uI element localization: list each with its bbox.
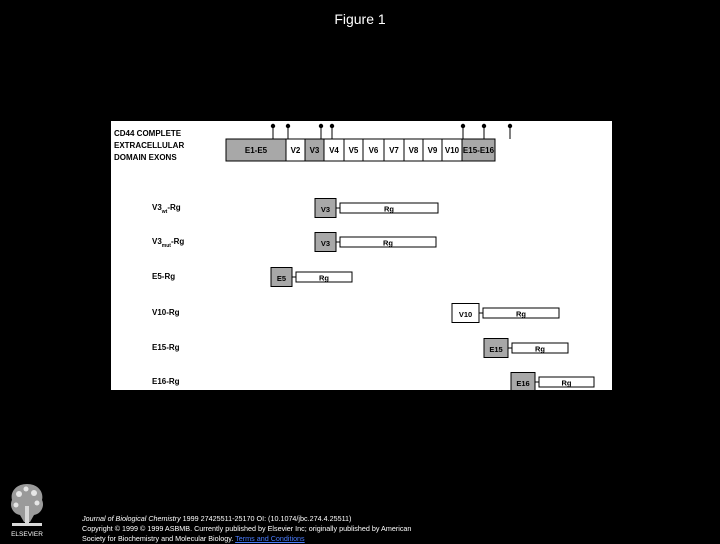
rg-fusion-label: Rg bbox=[516, 309, 526, 319]
construct-row bbox=[152, 339, 568, 358]
pin-head bbox=[286, 124, 290, 128]
exon-v7-label: V7 bbox=[389, 146, 399, 155]
construct-label: V10-Rg bbox=[152, 308, 180, 317]
copyright-text: Copyright © 1999 © 1999 ASBMB. Currently published by Elsevier Inc; originally published by American bbox=[82, 524, 412, 533]
construct-exon-label: E16 bbox=[516, 379, 530, 388]
construct-row bbox=[152, 304, 559, 323]
rg-fusion-label: Rg bbox=[561, 378, 572, 388]
header-line-1: CD44 COMPLETE bbox=[114, 129, 182, 138]
terms-link[interactable]: Terms and Conditions bbox=[235, 534, 305, 543]
exon-v9-label: V9 bbox=[427, 146, 438, 155]
exon-v6-label: V6 bbox=[368, 146, 379, 155]
construct-exon-label: E5 bbox=[276, 274, 287, 283]
exon-bar bbox=[226, 139, 495, 161]
logo-text: ELSEVIER bbox=[11, 531, 43, 538]
exon-v5-label: V5 bbox=[348, 146, 359, 155]
exon-e1-e5-label: E1-E5 bbox=[244, 146, 268, 155]
construct-exon-label: E15 bbox=[489, 345, 503, 354]
construct-label: $V3_{wt}-Rg$ bbox=[152, 203, 181, 215]
construct-row bbox=[152, 268, 352, 287]
figure-panel bbox=[111, 121, 612, 390]
construct-exon-label: V3 bbox=[320, 205, 331, 214]
pin-head bbox=[330, 124, 334, 128]
society-text: Society for Biochemistry and Molecular Biology. bbox=[82, 534, 236, 543]
glycosylation-pins bbox=[271, 124, 512, 139]
construct-label: E16-Rg bbox=[152, 377, 180, 386]
construct-label: E15-Rg bbox=[152, 343, 180, 352]
rg-fusion-label: Rg bbox=[535, 344, 545, 354]
pin-head bbox=[461, 124, 465, 128]
rg-fusion-label: Rg bbox=[319, 273, 329, 283]
pin-head bbox=[271, 124, 275, 128]
rg-fusion-label: Rg bbox=[384, 204, 394, 214]
exon-v4-label: V4 bbox=[329, 146, 339, 155]
elsevier-logo bbox=[6, 478, 48, 538]
exon-v10-label: V10 bbox=[444, 146, 460, 155]
header-line-3: DOMAIN EXONS bbox=[114, 153, 177, 162]
construct-exon-label: V3 bbox=[320, 239, 331, 248]
pin-head bbox=[508, 124, 512, 128]
pin-head bbox=[319, 124, 323, 128]
slide-title: Figure 1 bbox=[334, 11, 386, 27]
journal-name: Journal of Biological Chemistry bbox=[82, 514, 181, 523]
exon-diagram bbox=[111, 121, 612, 390]
header-line-2: EXTRACELLULAR bbox=[114, 141, 185, 150]
exon-v8-label: V8 bbox=[408, 146, 419, 155]
construct-row bbox=[152, 373, 594, 391]
exon-e15-e16-label: E15-E16 bbox=[462, 146, 495, 155]
construct-label: $V3_{mut}-Rg$ bbox=[152, 237, 185, 249]
exon-v3-label: V3 bbox=[309, 146, 320, 155]
construct-label: E5-Rg bbox=[152, 272, 176, 281]
pin-head bbox=[482, 124, 486, 128]
construct-row bbox=[152, 199, 438, 218]
construct-row bbox=[152, 233, 436, 252]
rg-fusion-label: Rg bbox=[383, 238, 393, 248]
exon-v2-label: V2 bbox=[290, 146, 301, 155]
construct-rows bbox=[152, 199, 594, 391]
citation-text: 1999 27425511-25170 OI: (10.1074/jbc.274.4.25511) bbox=[180, 514, 352, 523]
construct-exon-label: V10 bbox=[458, 310, 473, 319]
